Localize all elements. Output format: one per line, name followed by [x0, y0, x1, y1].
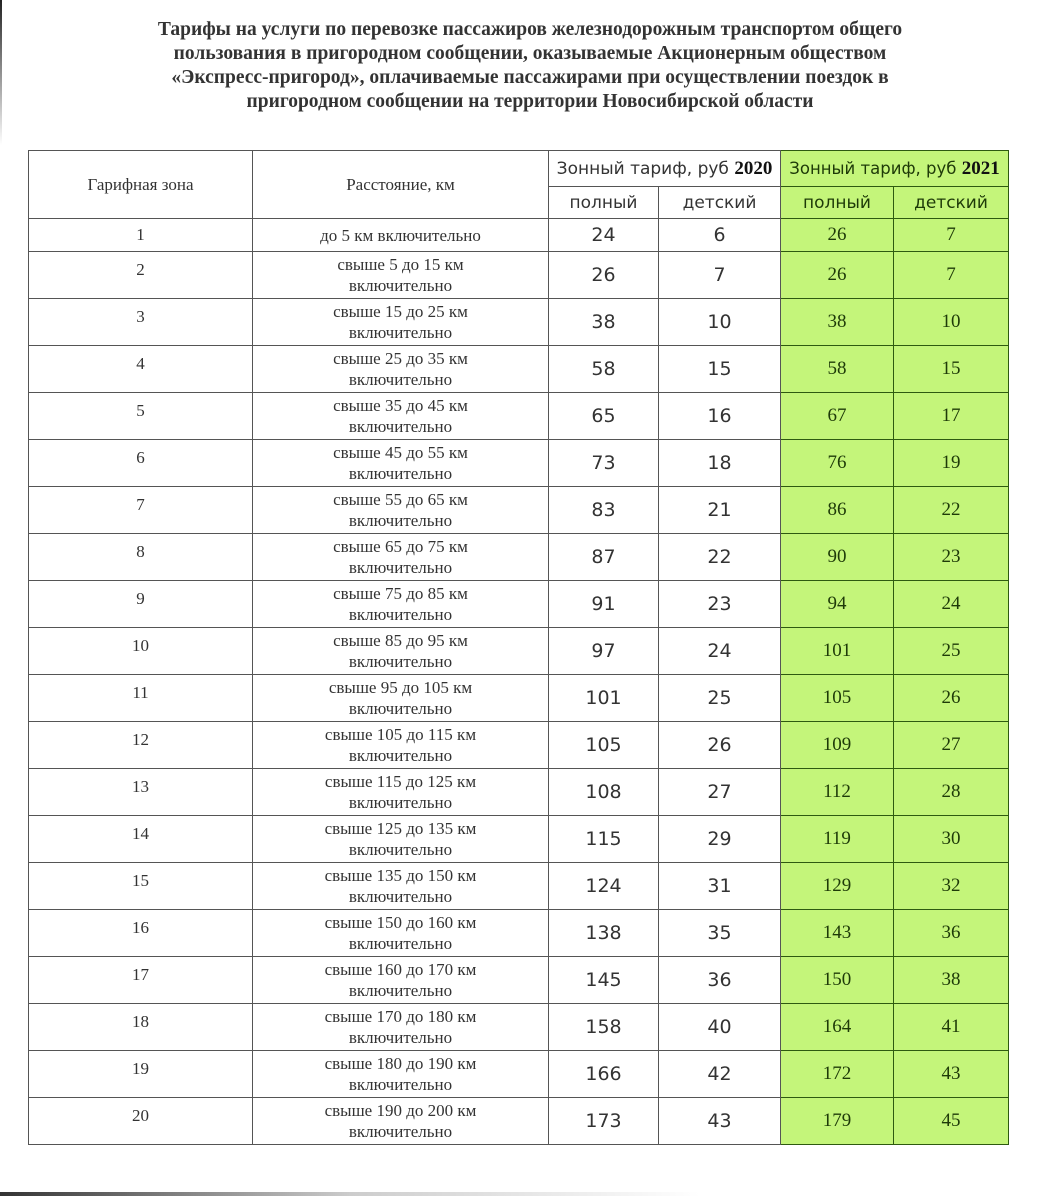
distance-line: свыше 135 до 150 км — [324, 866, 477, 885]
table-row — [29, 628, 1009, 675]
distance-line: включительно — [348, 605, 453, 624]
full-2021-cell: 67 — [781, 393, 894, 440]
zone-cell: 18 — [29, 1004, 253, 1051]
child-2020-cell: 31 — [659, 863, 781, 910]
distance-line: включительно — [348, 934, 453, 953]
full-2021-cell: 112 — [781, 769, 894, 816]
header-child-2020: детский — [659, 187, 781, 219]
full-2020-cell: 38 — [549, 299, 659, 346]
full-2021-cell: 58 — [781, 346, 894, 393]
full-2020-cell: 138 — [549, 910, 659, 957]
distance-line: включительно — [348, 981, 453, 1000]
distance-line: свыше 85 до 95 км — [333, 631, 468, 650]
full-2021-cell: 109 — [781, 722, 894, 769]
distance-cell — [253, 957, 549, 1004]
child-2020-cell: 26 — [659, 722, 781, 769]
header-distance — [253, 151, 549, 219]
full-2020-cell: 97 — [549, 628, 659, 675]
child-2021-cell: 30 — [894, 816, 1009, 863]
distance-cell — [253, 581, 549, 628]
zone-cell: 16 — [29, 910, 253, 957]
child-2020-cell: 24 — [659, 628, 781, 675]
child-2021-cell: 36 — [894, 910, 1009, 957]
distance-cell — [253, 628, 549, 675]
distance-line: включительно — [348, 1028, 453, 1047]
full-2021-cell: 76 — [781, 440, 894, 487]
full-2020-cell: 83 — [549, 487, 659, 534]
distance-cell — [253, 816, 549, 863]
distance-line: свыше 160 до 170 км — [324, 960, 477, 979]
distance-cell — [253, 1098, 549, 1145]
distance-line: свыше 25 до 35 км — [333, 349, 468, 368]
distance-line: свыше 65 до 75 км — [333, 537, 468, 556]
full-2021-cell: 26 — [781, 252, 894, 299]
full-2021-cell: 119 — [781, 816, 894, 863]
zone-cell: 9 — [29, 581, 253, 628]
distance-cell — [253, 722, 549, 769]
full-2020-cell: 115 — [549, 816, 659, 863]
zone-cell: 11 — [29, 675, 253, 722]
child-2020-cell: 21 — [659, 487, 781, 534]
distance-line: включительно — [348, 558, 453, 577]
header-year-2021: 2021 — [961, 157, 1000, 179]
distance-line: включительно — [348, 1075, 453, 1094]
full-2021-cell: 101 — [781, 628, 894, 675]
header-tariff-2020-label: Зонный тариф, руб — [556, 158, 729, 179]
distance-line: включительно — [348, 652, 453, 671]
table-row — [29, 299, 1009, 346]
table-row — [29, 487, 1009, 534]
child-2021-cell: 41 — [894, 1004, 1009, 1051]
table-row — [29, 219, 1009, 252]
full-2021-cell: 129 — [781, 863, 894, 910]
table-row — [29, 910, 1009, 957]
distance-cell — [253, 1004, 549, 1051]
zone-cell: 7 — [29, 487, 253, 534]
distance-line: включительно — [348, 511, 453, 530]
full-2021-cell: 172 — [781, 1051, 894, 1098]
child-2020-cell: 35 — [659, 910, 781, 957]
full-2021-cell: 26 — [781, 219, 894, 252]
table-row — [29, 1004, 1009, 1051]
distance-cell — [253, 675, 549, 722]
distance-line: свыше 5 до 15 км — [337, 255, 464, 274]
child-2020-cell: 23 — [659, 581, 781, 628]
document-title — [60, 18, 1000, 114]
header-distance-label: Расстояние, км — [346, 174, 455, 194]
zone-cell: 20 — [29, 1098, 253, 1145]
child-2021-cell: 15 — [894, 346, 1009, 393]
distance-line: свыше 55 до 65 км — [333, 490, 468, 509]
child-2020-cell: 29 — [659, 816, 781, 863]
child-2021-cell: 38 — [894, 957, 1009, 1004]
header-year-2020: 2020 — [734, 157, 773, 179]
title-line: «Экспресс-пригород», оплачиваемые пассажирами при осуществлении поездок в — [171, 67, 889, 88]
full-2020-cell: 105 — [549, 722, 659, 769]
full-2020-cell: 166 — [549, 1051, 659, 1098]
zone-cell: 12 — [29, 722, 253, 769]
child-2020-cell: 40 — [659, 1004, 781, 1051]
full-2020-cell: 24 — [549, 219, 659, 252]
child-2020-cell: 16 — [659, 393, 781, 440]
child-2020-cell: 43 — [659, 1098, 781, 1145]
full-2020-cell: 87 — [549, 534, 659, 581]
child-2021-cell: 17 — [894, 393, 1009, 440]
table-row — [29, 440, 1009, 487]
header-zone — [29, 151, 253, 219]
child-2020-cell: 22 — [659, 534, 781, 581]
zone-cell: 10 — [29, 628, 253, 675]
distance-line: свыше 125 до 135 км — [324, 819, 477, 838]
distance-line: свыше 15 до 25 км — [333, 302, 468, 321]
table-row — [29, 722, 1009, 769]
distance-line: включительно — [348, 276, 453, 295]
distance-line: свыше 105 до 115 км — [324, 725, 477, 744]
distance-line: включительно — [348, 793, 453, 812]
distance-cell — [253, 769, 549, 816]
table-row — [29, 863, 1009, 910]
header-tariff-2021-label: Зонный тариф, руб — [789, 158, 957, 178]
distance-cell — [253, 252, 549, 299]
full-2020-cell: 173 — [549, 1098, 659, 1145]
distance-line: свыше 95 до 105 км — [328, 678, 473, 697]
child-2021-cell: 19 — [894, 440, 1009, 487]
table-row — [29, 252, 1009, 299]
full-2020-cell: 101 — [549, 675, 659, 722]
child-2021-cell: 10 — [894, 299, 1009, 346]
full-2020-cell: 58 — [549, 346, 659, 393]
table-row — [29, 1098, 1009, 1145]
child-2021-cell: 7 — [894, 252, 1009, 299]
distance-cell — [253, 534, 549, 581]
distance-line: включительно — [348, 1122, 453, 1141]
distance-cell — [253, 1051, 549, 1098]
distance-line: включительно — [348, 464, 453, 483]
full-2021-cell: 86 — [781, 487, 894, 534]
full-2020-cell: 108 — [549, 769, 659, 816]
zone-cell: 14 — [29, 816, 253, 863]
child-2021-cell: 24 — [894, 581, 1009, 628]
distance-line: включительно — [348, 323, 453, 342]
zone-cell: 4 — [29, 346, 253, 393]
distance-line: свыше 115 до 125 км — [324, 772, 477, 791]
child-2021-cell: 45 — [894, 1098, 1009, 1145]
header-tariff-2021 — [781, 151, 1009, 187]
full-2020-cell: 73 — [549, 440, 659, 487]
full-2021-cell: 94 — [781, 581, 894, 628]
scan-edge-bottom — [0, 1192, 700, 1196]
distance-line: свыше 180 до 190 км — [324, 1054, 477, 1073]
child-2021-cell: 43 — [894, 1051, 1009, 1098]
table-row — [29, 675, 1009, 722]
child-2021-cell: 27 — [894, 722, 1009, 769]
distance-cell — [253, 863, 549, 910]
full-2021-cell: 179 — [781, 1098, 894, 1145]
full-2021-cell: 143 — [781, 910, 894, 957]
full-2020-cell: 65 — [549, 393, 659, 440]
distance-line: свыше 150 до 160 км — [324, 913, 477, 932]
full-2020-cell: 91 — [549, 581, 659, 628]
distance-cell — [253, 440, 549, 487]
child-2021-cell: 28 — [894, 769, 1009, 816]
zone-cell: 8 — [29, 534, 253, 581]
distance-cell — [253, 487, 549, 534]
distance-line: до 5 км включительно — [320, 225, 481, 245]
table-row — [29, 581, 1009, 628]
full-2021-cell: 105 — [781, 675, 894, 722]
child-2020-cell: 15 — [659, 346, 781, 393]
distance-line: включительно — [348, 370, 453, 389]
distance-line: включительно — [348, 840, 453, 859]
table-row — [29, 816, 1009, 863]
child-2020-cell: 42 — [659, 1051, 781, 1098]
distance-cell — [253, 910, 549, 957]
full-2021-cell: 38 — [781, 299, 894, 346]
full-2020-cell: 26 — [549, 252, 659, 299]
header-row — [29, 151, 1009, 187]
child-2020-cell: 10 — [659, 299, 781, 346]
title-line: пригородном сообщении на территории Новосибирской области — [246, 91, 814, 112]
full-2020-cell: 158 — [549, 1004, 659, 1051]
zone-cell: 3 — [29, 299, 253, 346]
child-2021-cell: 25 — [894, 628, 1009, 675]
distance-line: включительно — [348, 746, 453, 765]
child-2020-cell: 6 — [659, 219, 781, 252]
table-row — [29, 393, 1009, 440]
child-2021-cell: 7 — [894, 219, 1009, 252]
table-row — [29, 1051, 1009, 1098]
scan-edge — [0, 0, 2, 145]
full-2021-cell: 150 — [781, 957, 894, 1004]
child-2021-cell: 23 — [894, 534, 1009, 581]
header-child-2021: детский — [894, 187, 1009, 219]
child-2021-cell: 22 — [894, 487, 1009, 534]
header-full-2021: полный — [781, 187, 894, 219]
child-2021-cell: 26 — [894, 675, 1009, 722]
child-2021-cell: 32 — [894, 863, 1009, 910]
header-zone-label: Гарифная зона — [87, 174, 194, 194]
title-line: Тарифы на услуги по перевозке пассажиров железнодорожным транспортом общего — [157, 19, 903, 40]
child-2020-cell: 27 — [659, 769, 781, 816]
distance-cell — [253, 299, 549, 346]
distance-line: свыше 190 до 200 км — [324, 1101, 477, 1120]
distance-cell — [253, 393, 549, 440]
title-line: пользования в пригородном сообщении, оказываемые Акционерным обществом — [173, 43, 887, 64]
full-2020-cell: 124 — [549, 863, 659, 910]
distance-cell — [253, 346, 549, 393]
full-2021-cell: 90 — [781, 534, 894, 581]
zone-cell: 17 — [29, 957, 253, 1004]
zone-cell: 6 — [29, 440, 253, 487]
full-2021-cell: 164 — [781, 1004, 894, 1051]
distance-line: включительно — [348, 417, 453, 436]
zone-cell: 1 — [29, 219, 253, 252]
full-2020-cell: 145 — [549, 957, 659, 1004]
zone-cell: 2 — [29, 252, 253, 299]
distance-line: свыше 35 до 45 км — [333, 396, 468, 415]
table-row — [29, 769, 1009, 816]
distance-line: свыше 75 до 85 км — [333, 584, 468, 603]
table-row — [29, 534, 1009, 581]
child-2020-cell: 25 — [659, 675, 781, 722]
zone-cell: 5 — [29, 393, 253, 440]
distance-line: включительно — [348, 699, 453, 718]
distance-line: свыше 170 до 180 км — [324, 1007, 477, 1026]
child-2020-cell: 7 — [659, 252, 781, 299]
zone-cell: 15 — [29, 863, 253, 910]
zone-cell: 19 — [29, 1051, 253, 1098]
distance-cell — [253, 219, 549, 252]
distance-line: включительно — [348, 887, 453, 906]
tariff-table — [28, 150, 1009, 1145]
child-2020-cell: 18 — [659, 440, 781, 487]
zone-cell: 13 — [29, 769, 253, 816]
header-tariff-2020 — [549, 151, 781, 187]
header-full-2020: полный — [549, 187, 659, 219]
table-row — [29, 957, 1009, 1004]
distance-line: свыше 45 до 55 км — [333, 443, 468, 462]
child-2020-cell: 36 — [659, 957, 781, 1004]
table-row — [29, 346, 1009, 393]
